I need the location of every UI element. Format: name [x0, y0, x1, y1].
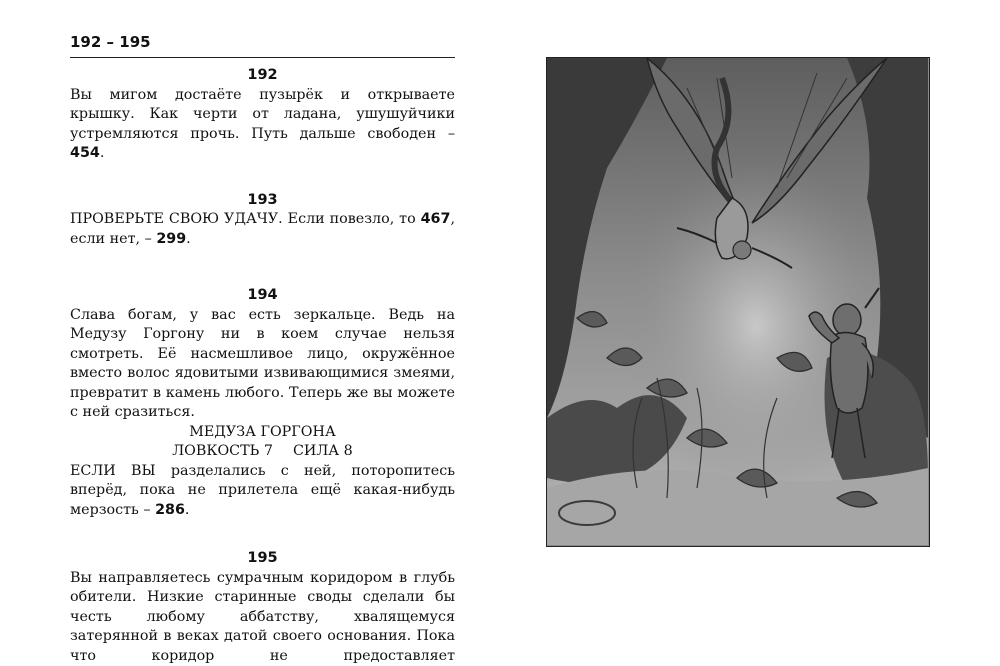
page-range-header: 192 – 195 [70, 33, 455, 51]
section-193-body: ПРОВЕРЬТЕ СВОЮ УДАЧУ. Если повезло, то [70, 211, 421, 227]
section-192-body: Вы мигом достаёте пузырёк и открываете крышку. Как черти от ладана, ушушуйчики устремляются прочь. Путь дальше свободен – [70, 87, 455, 142]
illustration-drawing [547, 58, 928, 545]
section-193-tail: . [186, 231, 191, 247]
section-194-tail: . [185, 502, 190, 518]
section-number-193: 193 [70, 191, 455, 211]
section-193-link-1[interactable]: 467 [421, 211, 451, 227]
section-195-text: Вы направляетесь сумрачным коридором в глубь обители. Низкие старинные своды сделали бы честь любому аббатству, хвалящемуся затерянной в веках датой своего основания. Пока что коридор не предоставляет [70, 569, 455, 666]
section-number-192: 192 [70, 66, 455, 86]
monster-name: МЕДУЗА ГОРГОНА [70, 423, 455, 443]
section-number-194: 194 [70, 286, 455, 306]
section-192-text [70, 86, 455, 164]
section-193-text [70, 210, 455, 249]
monster-skill: ЛОВКОСТЬ 7 [172, 443, 273, 459]
section-194-after [70, 462, 455, 521]
section-192-link[interactable]: 454 [70, 145, 100, 161]
text-column [70, 66, 455, 666]
section-193-link-2[interactable]: 299 [156, 231, 186, 247]
monster-strength: СИЛА 8 [293, 443, 353, 459]
section-193-mid: , если нет, – [70, 211, 455, 247]
section-194-link[interactable]: 286 [155, 502, 185, 518]
illustration-gorgon-forest [546, 57, 930, 547]
section-194-text: Слава богам, у вас есть зеркальце. Ведь на Медузу Горгону ни в коем случае нельзя смотреть. Её насмешливое лицо, окружённое вместо волос ядовитыми извивающимися змеями, превратит в камень любого. Теперь же вы можете с ней сразиться. [70, 306, 455, 423]
section-number-195: 195 [70, 549, 455, 569]
section-192-tail: . [100, 145, 105, 161]
monster-stats [70, 442, 455, 462]
header-rule [70, 57, 455, 58]
section-194-after-body: ЕСЛИ ВЫ разделались с ней, поторопитесь вперёд, пока не прилетела ещё какая-нибудь мерзость – [70, 463, 455, 518]
